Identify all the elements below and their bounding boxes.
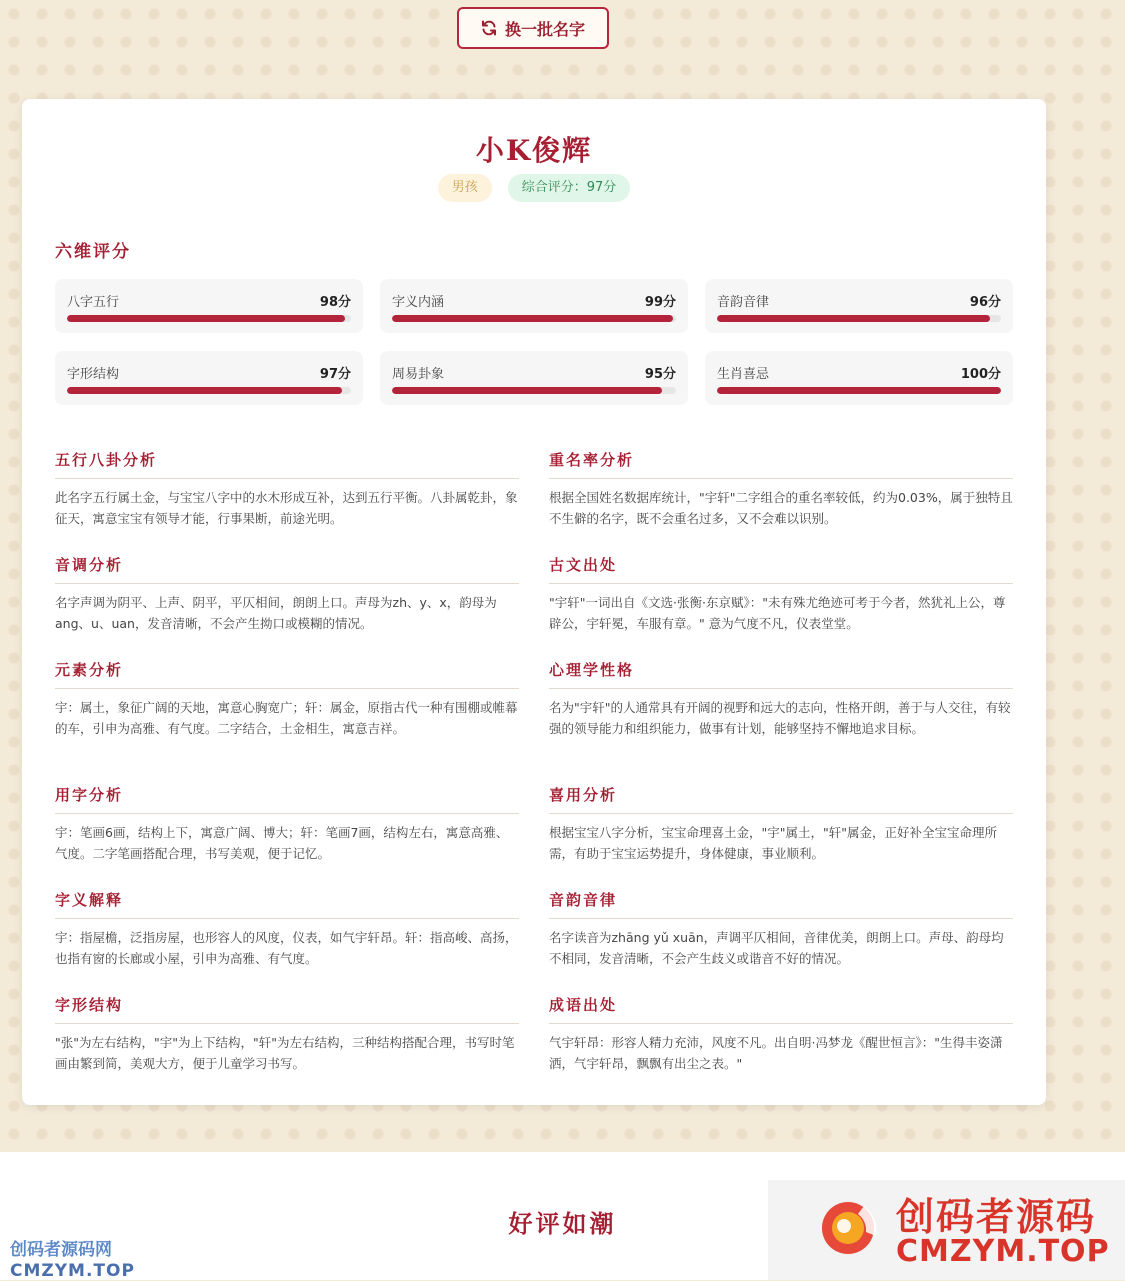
analysis-text: 名字声调为阴平、上声、阴平，平仄相间，朗朗上口。声母为zh、y、x，韵母为ang、u、uan，发音清晰，不会产生拗口或模糊的情况。 — [55, 595, 497, 631]
refresh-icon — [481, 20, 497, 36]
watermark-left — [10, 1239, 135, 1281]
analysis-text: 名字读音为zhāng yǔ xuān，声调平仄相间，音律优美，朗朗上口。声母、韵母均不相同，发音清晰，不会产生歧义或谐音不好的情况。 — [549, 930, 1004, 966]
analysis-text: 气宇轩昂：形容人精力充沛，风度不凡。出自明·冯梦龙《醒世恒言》："生得丰姿潇洒，气宇轩昂，飘飘有出尘之表。" — [549, 1035, 1003, 1071]
analysis-text: 根据宝宝八字分析，宝宝命理喜土金，"宇"属土，"轩"属金，正好补全宝宝命理所需，有助于宝宝运势提升，身体健康，事业顺利。 — [549, 825, 997, 861]
score-bar-fill — [392, 315, 673, 322]
score-item — [380, 279, 688, 333]
six-dimension-title: 六维评分 — [55, 242, 131, 262]
analysis-block — [55, 889, 519, 969]
watermark-left-line2: CMZYM.TOP — [10, 1261, 135, 1281]
badge-row — [22, 174, 1046, 202]
analysis-title: 字义解释 — [55, 889, 519, 919]
analysis-block — [55, 659, 519, 739]
analysis-text: "宇轩"一词出自《文选·张衡·东京赋》："未有殊尤绝迹可考于今者，然犹礼上公，尊辟公，宇轩冕，车服有章。" 意为气度不凡，仪表堂堂。 — [549, 595, 1006, 631]
reviews-title: 好评如潮 — [508, 1209, 617, 1238]
score-label: 生肖喜忌 — [717, 367, 770, 382]
watermark-right-line1: 创码者源码 — [896, 1195, 1097, 1239]
score-bar — [717, 315, 1001, 322]
score-bar — [67, 387, 351, 394]
analysis-text: 宇：属土，象征广阔的天地，寓意心胸宽广；轩：属金，原指古代一种有围棚或帷幕的车，引申为高雅、有气度。二字结合，土金相生，寓意吉祥。 — [55, 700, 518, 736]
analysis-title: 字形结构 — [55, 994, 519, 1024]
score-bar — [67, 315, 351, 322]
score-value: 95分 — [644, 367, 676, 382]
score-label: 字形结构 — [67, 367, 120, 382]
analysis-block — [55, 554, 519, 634]
score-label: 周易卦象 — [392, 367, 445, 382]
refresh-names-button[interactable] — [457, 7, 609, 49]
analysis-text: "张"为左右结构，"宇"为上下结构，"轩"为左右结构，三种结构搭配合理，书写时笔画由繁到简，美观大方，便于儿童学习书写。 — [55, 1035, 515, 1071]
analysis-title: 心理学性格 — [549, 659, 1013, 689]
analysis-block — [55, 449, 519, 529]
gender-badge: 男孩 — [438, 174, 492, 202]
score-bar-fill — [717, 315, 990, 322]
analysis-block — [549, 889, 1013, 969]
analysis-title: 音韵音律 — [549, 889, 1013, 919]
analysis-title: 元素分析 — [55, 659, 519, 689]
analysis-title: 五行八卦分析 — [55, 449, 519, 479]
analysis-block — [549, 554, 1013, 634]
analysis-text: 宇：指屋檐，泛指房屋，也形容人的风度，仪表，如气宇轩昂。轩：指高峻、高扬，也指有窗的长廊或小屋，引申为高雅、有气度。 — [55, 930, 518, 966]
score-bar — [392, 315, 676, 322]
score-item — [705, 351, 1013, 405]
score-label: 八字五行 — [67, 295, 120, 310]
name-title: 小K俊辉 — [475, 134, 593, 167]
analysis-text: 名为"宇轩"的人通常具有开阔的视野和远大的志向，性格开朗，善于与人交往，有较强的领导能力和组织能力，做事有计划，能够坚持不懈地追求目标。 — [549, 700, 1011, 736]
score-label: 字义内涵 — [392, 295, 445, 310]
score-bar-fill — [67, 315, 345, 322]
refresh-names-label: 换一批名字 — [504, 19, 585, 39]
analysis-text: 宇：笔画6画，结构上下，寓意广阔、博大；轩：笔画7画，结构左右，寓意高雅、气度。二字笔画搭配合理，书写美观，便于记忆。 — [55, 825, 509, 861]
score-item — [55, 351, 363, 405]
analysis-text: 此名字五行属土金，与宝宝八字中的水木形成互补，达到五行平衡。八卦属乾卦，象征天，寓意宝宝有领导才能，行事果断，前途光明。 — [55, 490, 518, 526]
watermark-right-line2: CMZYM.TOP — [896, 1234, 1110, 1269]
watermark-left-line1: 创码者源码网 — [10, 1240, 112, 1260]
analysis-block — [549, 994, 1013, 1074]
overall-score-badge: 综合评分：97分 — [508, 174, 631, 202]
score-bar — [392, 387, 676, 394]
analysis-title: 古文出处 — [549, 554, 1013, 584]
analysis-block — [549, 784, 1013, 864]
analysis-text: 根据全国姓名数据库统计，"宇轩"二字组合的重名率较低，约为0.03%，属于独特且不生僻的名字，既不会重名过多，又不会难以识别。 — [549, 490, 1013, 526]
analysis-title: 重名率分析 — [549, 449, 1013, 479]
score-label: 音韵音律 — [717, 295, 770, 310]
analysis-title: 用字分析 — [55, 784, 519, 814]
score-value: 100分 — [960, 367, 1001, 382]
analysis-title: 成语出处 — [549, 994, 1013, 1024]
watermark-logo-icon — [814, 1196, 886, 1260]
score-bar-fill — [392, 387, 662, 394]
score-bar-fill — [67, 387, 342, 394]
watermark-right — [768, 1180, 1125, 1280]
analysis-title: 音调分析 — [55, 554, 519, 584]
score-bar — [717, 387, 1001, 394]
analysis-block — [549, 659, 1013, 739]
score-bar-fill — [717, 387, 1001, 394]
top-bar — [0, 0, 1125, 90]
analysis-title: 喜用分析 — [549, 784, 1013, 814]
analysis-block — [55, 784, 519, 864]
score-item — [55, 279, 363, 333]
analysis-block — [55, 994, 519, 1074]
score-value: 98分 — [319, 295, 351, 310]
score-value: 96分 — [969, 295, 1001, 310]
score-value: 97分 — [319, 367, 351, 382]
analysis-block — [549, 449, 1013, 529]
score-item — [705, 279, 1013, 333]
score-value: 99分 — [644, 295, 676, 310]
score-item — [380, 351, 688, 405]
name-card — [22, 99, 1046, 1105]
